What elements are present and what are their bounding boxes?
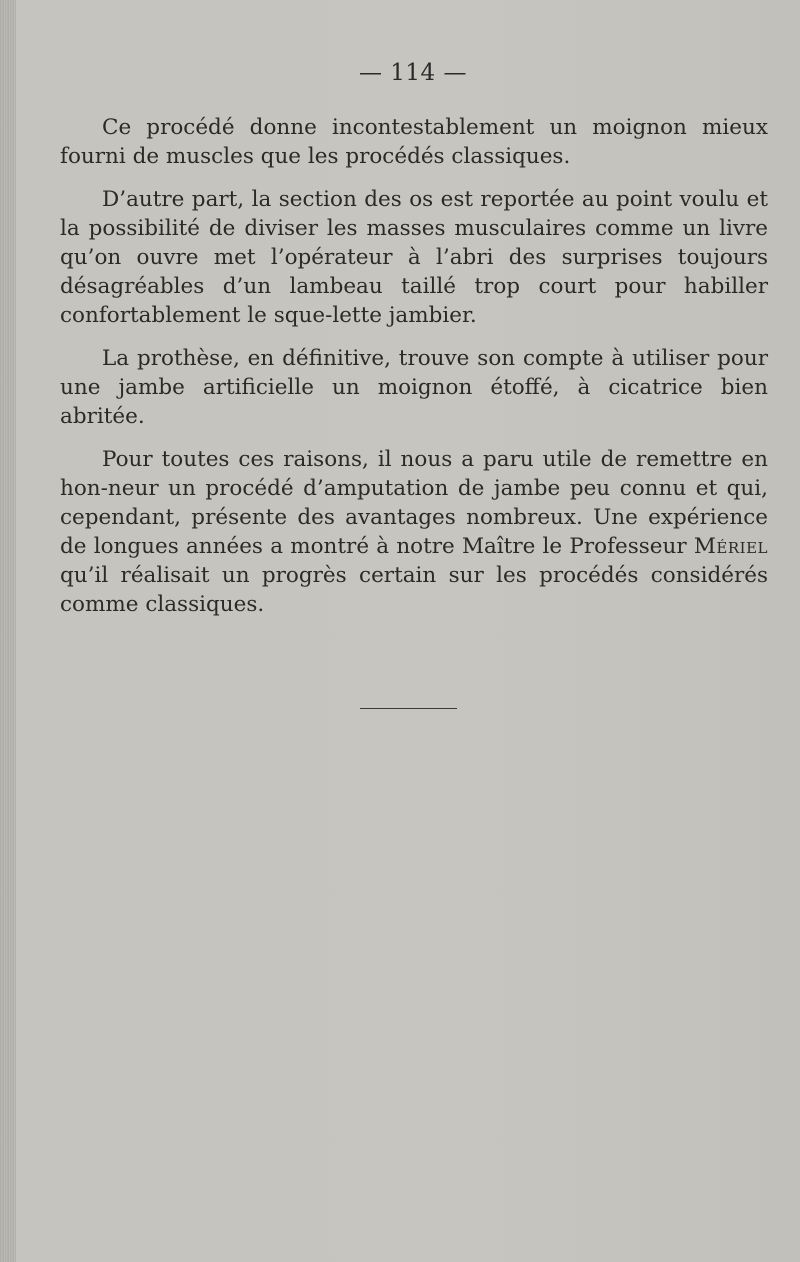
- section-end-rule: [360, 708, 457, 709]
- author-name: Mériel: [693, 534, 768, 559]
- binding-edge: [0, 0, 16, 1262]
- paragraph-4-end: qu’il réalisait un progrès certain sur les procédés considérés comme classiques.: [60, 563, 768, 617]
- paragraph-3: La prothèse, en définitive, trouve son compte à utiliser pour une jambe artificielle un moignon étoffé, à cicatrice bien abritée.: [60, 346, 768, 429]
- paragraph-2: D’autre part, la section des os est reportée au point voulu et la possibilité de diviser les masses musculaires comme un livre qu’on ouvre met l’opérateur à l’abri des surprises toujours désagréables d’un lambeau taillé trop court pour habiller confortablement le sque-lette jambier.: [60, 187, 768, 328]
- paragraph-1: Ce procédé donne incontestablement un moignon mieux fourni de muscles que les procédés classiques.: [60, 115, 768, 169]
- paragraph-4-start: Pour toutes ces raisons, il nous a paru utile de remettre en hon-neur un procédé d’amputation de jambe peu connu et qui, cependant, présente des avantages nombreux. Une expérience de longues années a montré à notre Maître le Professeur: [60, 447, 768, 559]
- paragraph-4: [60, 445, 768, 619]
- page-number: — 114 —: [358, 60, 468, 86]
- body-text: [60, 113, 768, 633]
